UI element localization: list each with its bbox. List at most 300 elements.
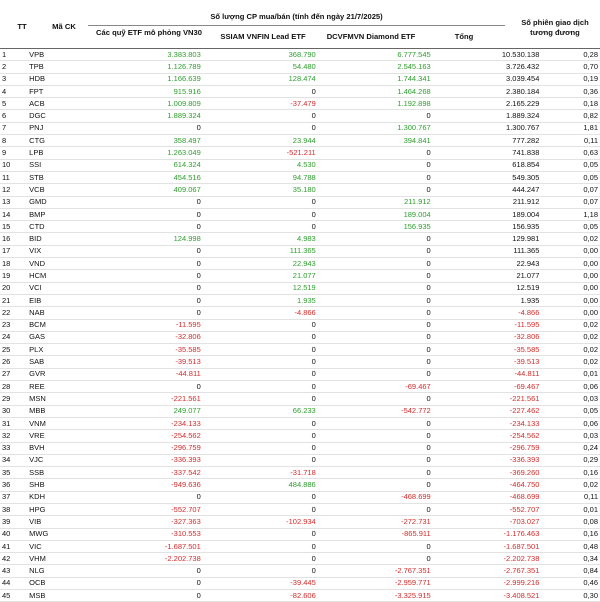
table-row	[0, 245, 600, 257]
cell-diamond-etf: 189.004	[318, 208, 433, 220]
cell-vn30-etf: 0	[78, 245, 202, 257]
row-index: 26	[0, 356, 27, 368]
cell-vnfin-etf: 0	[203, 110, 318, 122]
row-index: 10	[0, 159, 27, 171]
cell-vn30-etf: 454.516	[78, 171, 202, 183]
row-index: 29	[0, 393, 27, 405]
stock-symbol: MSB	[27, 590, 78, 602]
cell-diamond-etf: 0	[318, 233, 433, 245]
cell-total: 2.165.229	[433, 98, 542, 110]
row-index: 4	[0, 85, 27, 97]
cell-total: -35.585	[433, 344, 542, 356]
cell-vnfin-etf: 0	[203, 393, 318, 405]
cell-diamond-etf: 0	[318, 454, 433, 466]
cell-vn30-etf: -234.133	[78, 417, 202, 429]
cell-diamond-etf: -3.325.915	[318, 590, 433, 602]
cell-diamond-etf: 1.464.268	[318, 85, 433, 97]
stock-symbol: KDH	[27, 491, 78, 503]
cell-vn30-etf: 124.998	[78, 233, 202, 245]
row-index: 44	[0, 577, 27, 589]
cell-diamond-etf: 0	[318, 368, 433, 380]
cell-total: 111.365	[433, 245, 542, 257]
cell-vn30-etf: -949.636	[78, 479, 202, 491]
cell-vn30-etf: -39.513	[78, 356, 202, 368]
cell-total: -2.202.738	[433, 553, 542, 565]
cell-vnfin-etf: -82.606	[203, 590, 318, 602]
table-row	[0, 344, 600, 356]
stock-symbol: CTG	[27, 135, 78, 147]
cell-vnfin-etf: 0	[203, 221, 318, 233]
cell-sessions: 0,08	[541, 516, 600, 528]
table-row	[0, 98, 600, 110]
cell-sessions: 0,06	[541, 417, 600, 429]
stock-symbol: MBB	[27, 405, 78, 417]
cell-total: -369.260	[433, 467, 542, 479]
cell-vnfin-etf: 0	[203, 122, 318, 134]
row-index: 25	[0, 344, 27, 356]
cell-sessions: 0,03	[541, 430, 600, 442]
cell-total: -2.767.351	[433, 565, 542, 577]
stock-symbol: DGC	[27, 110, 78, 122]
cell-vn30-etf: -11.595	[78, 319, 202, 331]
cell-diamond-etf: 0	[318, 258, 433, 270]
cell-vnfin-etf: 66.233	[203, 405, 318, 417]
cell-vnfin-etf: 0	[203, 430, 318, 442]
cell-vnfin-etf: 4.983	[203, 233, 318, 245]
cell-diamond-etf: 0	[318, 270, 433, 282]
cell-diamond-etf: 0	[318, 479, 433, 491]
cell-vnfin-etf: 368.790	[203, 49, 318, 61]
row-index: 18	[0, 258, 27, 270]
cell-vnfin-etf: 0	[203, 196, 318, 208]
cell-vn30-etf: -254.562	[78, 430, 202, 442]
cell-sessions: 0,36	[541, 85, 600, 97]
cell-vn30-etf: 0	[78, 381, 202, 393]
stock-symbol: VCB	[27, 184, 78, 196]
cell-diamond-etf: 0	[318, 540, 433, 552]
cell-vn30-etf: 614.324	[78, 159, 202, 171]
cell-sessions: 0,02	[541, 479, 600, 491]
cell-vnfin-etf: 0	[203, 503, 318, 515]
stock-symbol: HCM	[27, 270, 78, 282]
cell-vnfin-etf: 484.886	[203, 479, 318, 491]
table-row	[0, 171, 600, 183]
row-index: 40	[0, 528, 27, 540]
table-row	[0, 61, 600, 73]
cell-sessions: 0,29	[541, 454, 600, 466]
table-row	[0, 381, 600, 393]
cell-vn30-etf: 409.067	[78, 184, 202, 196]
cell-sessions: 0,48	[541, 540, 600, 552]
cell-vn30-etf: 0	[78, 565, 202, 577]
cell-vnfin-etf: 0	[203, 417, 318, 429]
cell-diamond-etf: 0	[318, 159, 433, 171]
row-index: 32	[0, 430, 27, 442]
cell-total: 12.519	[433, 282, 542, 294]
cell-vn30-etf: 0	[78, 208, 202, 220]
table-row	[0, 430, 600, 442]
cell-vnfin-etf: 0	[203, 368, 318, 380]
cell-sessions: 0,00	[541, 245, 600, 257]
header-col-sessions: Số phiên giao dịch tương đương	[521, 18, 589, 37]
cell-sessions: 0,18	[541, 98, 600, 110]
cell-vnfin-etf: 1.935	[203, 294, 318, 306]
cell-sessions: 0,00	[541, 282, 600, 294]
table-row	[0, 516, 600, 528]
cell-sessions: 1,18	[541, 208, 600, 220]
row-index: 31	[0, 417, 27, 429]
cell-vnfin-etf: 0	[203, 381, 318, 393]
cell-total: 211.912	[433, 196, 542, 208]
stock-symbol: CTD	[27, 221, 78, 233]
row-index: 17	[0, 245, 27, 257]
stock-symbol: VHM	[27, 553, 78, 565]
cell-sessions: 0,46	[541, 577, 600, 589]
cell-diamond-etf: 0	[318, 467, 433, 479]
cell-diamond-etf: 0	[318, 147, 433, 159]
cell-total: -234.133	[433, 417, 542, 429]
table-row	[0, 417, 600, 429]
stock-symbol: MWG	[27, 528, 78, 540]
cell-vn30-etf: 0	[78, 122, 202, 134]
table-row	[0, 122, 600, 134]
row-index: 45	[0, 590, 27, 602]
cell-sessions: 0,11	[541, 491, 600, 503]
table-row	[0, 590, 600, 602]
cell-diamond-etf: 0	[318, 110, 433, 122]
cell-sessions: 0,16	[541, 528, 600, 540]
cell-total: 22.943	[433, 258, 542, 270]
cell-sessions: 1,81	[541, 122, 600, 134]
cell-total: -4.866	[433, 307, 542, 319]
row-index: 39	[0, 516, 27, 528]
cell-total: 3.726.432	[433, 61, 542, 73]
table-row	[0, 282, 600, 294]
cell-diamond-etf: 211.912	[318, 196, 433, 208]
cell-vn30-etf: 915.916	[78, 85, 202, 97]
stock-symbol: REE	[27, 381, 78, 393]
table-row	[0, 196, 600, 208]
stock-symbol: VPB	[27, 49, 78, 61]
cell-diamond-etf: 0	[318, 307, 433, 319]
table-row	[0, 110, 600, 122]
row-index: 9	[0, 147, 27, 159]
row-index: 34	[0, 454, 27, 466]
cell-total: -2.999.216	[433, 577, 542, 589]
cell-sessions: 0,02	[541, 233, 600, 245]
cell-total: -468.699	[433, 491, 542, 503]
cell-total: -32.806	[433, 331, 542, 343]
cell-total: -11.595	[433, 319, 542, 331]
cell-sessions: 0,28	[541, 49, 600, 61]
row-index: 2	[0, 61, 27, 73]
row-index: 22	[0, 307, 27, 319]
cell-sessions: 0,00	[541, 270, 600, 282]
cell-total: 3.039.454	[433, 73, 542, 85]
cell-sessions: 0,02	[541, 319, 600, 331]
cell-diamond-etf: -2.959.771	[318, 577, 433, 589]
cell-vnfin-etf: 128.474	[203, 73, 318, 85]
table-row	[0, 147, 600, 159]
table-row	[0, 73, 600, 85]
row-index: 41	[0, 540, 27, 552]
cell-sessions: 0,07	[541, 196, 600, 208]
cell-vn30-etf: 0	[78, 196, 202, 208]
cell-diamond-etf: 0	[318, 184, 433, 196]
cell-total: 189.004	[433, 208, 542, 220]
table-row	[0, 467, 600, 479]
row-index: 5	[0, 98, 27, 110]
cell-sessions: 0,05	[541, 221, 600, 233]
cell-total: 1.889.324	[433, 110, 542, 122]
cell-vn30-etf: -32.806	[78, 331, 202, 343]
cell-vn30-etf: 1.126.789	[78, 61, 202, 73]
cell-sessions: 0,02	[541, 356, 600, 368]
table-row	[0, 405, 600, 417]
cell-vnfin-etf: 0	[203, 540, 318, 552]
row-index: 27	[0, 368, 27, 380]
cell-vnfin-etf: 94.788	[203, 171, 318, 183]
cell-vn30-etf: -296.759	[78, 442, 202, 454]
cell-vn30-etf: -221.561	[78, 393, 202, 405]
table-row	[0, 233, 600, 245]
cell-vn30-etf: 0	[78, 282, 202, 294]
table-header	[0, 0, 600, 48]
stock-symbol: NAB	[27, 307, 78, 319]
cell-vnfin-etf: -37.479	[203, 98, 318, 110]
cell-diamond-etf: 0	[318, 553, 433, 565]
cell-vnfin-etf: -4.866	[203, 307, 318, 319]
stock-symbol: BID	[27, 233, 78, 245]
row-index: 6	[0, 110, 27, 122]
cell-diamond-etf: 0	[318, 417, 433, 429]
cell-vnfin-etf: 22.943	[203, 258, 318, 270]
row-index: 42	[0, 553, 27, 565]
cell-total: -69.467	[433, 381, 542, 393]
cell-sessions: 0,05	[541, 405, 600, 417]
stock-symbol: VIB	[27, 516, 78, 528]
stock-symbol: VJC	[27, 454, 78, 466]
cell-diamond-etf: 0	[318, 393, 433, 405]
cell-sessions: 0,02	[541, 331, 600, 343]
cell-vn30-etf: -337.542	[78, 467, 202, 479]
cell-sessions: 0,07	[541, 184, 600, 196]
cell-vn30-etf: -35.585	[78, 344, 202, 356]
cell-total: 549.305	[433, 171, 542, 183]
stock-symbol: NLG	[27, 565, 78, 577]
table-row	[0, 159, 600, 171]
cell-vnfin-etf: 23.944	[203, 135, 318, 147]
row-index: 23	[0, 319, 27, 331]
cell-total: 618.854	[433, 159, 542, 171]
cell-diamond-etf: 156.935	[318, 221, 433, 233]
cell-vn30-etf: 249.077	[78, 405, 202, 417]
table-row	[0, 553, 600, 565]
table-row	[0, 85, 600, 97]
cell-vnfin-etf: 111.365	[203, 245, 318, 257]
table-row	[0, 368, 600, 380]
table-row	[0, 49, 600, 61]
row-index: 28	[0, 381, 27, 393]
cell-sessions: 0,24	[541, 442, 600, 454]
row-index: 16	[0, 233, 27, 245]
table-row	[0, 479, 600, 491]
table-row	[0, 208, 600, 220]
cell-diamond-etf: 0	[318, 171, 433, 183]
table-row	[0, 319, 600, 331]
cell-diamond-etf: 1.300.767	[318, 122, 433, 134]
table-row	[0, 331, 600, 343]
cell-total: -44.811	[433, 368, 542, 380]
cell-diamond-etf: 394.841	[318, 135, 433, 147]
cell-total: 2.380.184	[433, 85, 542, 97]
cell-vnfin-etf: 35.180	[203, 184, 318, 196]
row-index: 11	[0, 171, 27, 183]
cell-diamond-etf: 0	[318, 331, 433, 343]
row-index: 12	[0, 184, 27, 196]
row-index: 43	[0, 565, 27, 577]
cell-total: 21.077	[433, 270, 542, 282]
cell-sessions: 0,01	[541, 503, 600, 515]
table-row	[0, 258, 600, 270]
cell-diamond-etf: 0	[318, 319, 433, 331]
cell-diamond-etf: 1.744.341	[318, 73, 433, 85]
stock-symbol: BCM	[27, 319, 78, 331]
stock-symbol: EIB	[27, 294, 78, 306]
cell-sessions: 0,30	[541, 590, 600, 602]
cell-sessions: 0,02	[541, 344, 600, 356]
cell-total: -3.408.521	[433, 590, 542, 602]
cell-vn30-etf: 3.383.803	[78, 49, 202, 61]
cell-diamond-etf: 0	[318, 356, 433, 368]
cell-diamond-etf: -542.772	[318, 405, 433, 417]
data-table	[0, 49, 600, 602]
stock-symbol: SSI	[27, 159, 78, 171]
cell-vnfin-etf: 0	[203, 356, 318, 368]
cell-total: -39.513	[433, 356, 542, 368]
stock-symbol: HDB	[27, 73, 78, 85]
cell-vn30-etf: -1.687.501	[78, 540, 202, 552]
cell-sessions: 0,03	[541, 393, 600, 405]
row-index: 24	[0, 331, 27, 343]
header-group-title: Số lượng CP mua/bán (tính đến ngày 21/7/2025)	[210, 12, 383, 21]
cell-sessions: 0,11	[541, 135, 600, 147]
cell-sessions: 0,63	[541, 147, 600, 159]
row-index: 20	[0, 282, 27, 294]
cell-vn30-etf: 0	[78, 258, 202, 270]
row-index: 36	[0, 479, 27, 491]
cell-vn30-etf: 1.009.809	[78, 98, 202, 110]
cell-diamond-etf: -468.699	[318, 491, 433, 503]
cell-vn30-etf: 1.166.639	[78, 73, 202, 85]
cell-sessions: 0,19	[541, 73, 600, 85]
cell-vnfin-etf: 0	[203, 528, 318, 540]
table-row	[0, 442, 600, 454]
cell-vnfin-etf: 54.480	[203, 61, 318, 73]
cell-total: 1.935	[433, 294, 542, 306]
header-group-divider	[88, 25, 505, 26]
cell-total: -703.027	[433, 516, 542, 528]
header-symbol: Mã CK	[52, 22, 76, 31]
row-index: 14	[0, 208, 27, 220]
cell-diamond-etf: 0	[318, 282, 433, 294]
row-index: 33	[0, 442, 27, 454]
cell-vn30-etf: 1.889.324	[78, 110, 202, 122]
cell-vnfin-etf: 0	[203, 491, 318, 503]
row-index: 37	[0, 491, 27, 503]
cell-sessions: 0,16	[541, 467, 600, 479]
cell-sessions: 0,05	[541, 159, 600, 171]
stock-symbol: SHB	[27, 479, 78, 491]
stock-symbol: MSN	[27, 393, 78, 405]
cell-vn30-etf: -2.202.738	[78, 553, 202, 565]
stock-symbol: TPB	[27, 61, 78, 73]
cell-vnfin-etf: -521.211	[203, 147, 318, 159]
cell-vn30-etf: 0	[78, 221, 202, 233]
cell-vn30-etf: -310.553	[78, 528, 202, 540]
cell-total: 1.300.767	[433, 122, 542, 134]
stock-symbol: PNJ	[27, 122, 78, 134]
cell-diamond-etf: -272.731	[318, 516, 433, 528]
cell-vn30-etf: 0	[78, 491, 202, 503]
cell-vn30-etf: 0	[78, 307, 202, 319]
row-index: 15	[0, 221, 27, 233]
header-col-vnfin: SSIAM VNFIN Lead ETF	[220, 32, 306, 41]
table-row	[0, 184, 600, 196]
cell-vn30-etf: 0	[78, 270, 202, 282]
cell-vn30-etf: 0	[78, 590, 202, 602]
cell-diamond-etf: 0	[318, 503, 433, 515]
cell-sessions: 0,00	[541, 258, 600, 270]
stock-symbol: VIX	[27, 245, 78, 257]
stock-symbol: VNM	[27, 417, 78, 429]
cell-diamond-etf: 0	[318, 442, 433, 454]
cell-sessions: 0,82	[541, 110, 600, 122]
row-index: 38	[0, 503, 27, 515]
stock-symbol: SAB	[27, 356, 78, 368]
stock-symbol: VND	[27, 258, 78, 270]
cell-vn30-etf: -327.363	[78, 516, 202, 528]
cell-vn30-etf: 358.497	[78, 135, 202, 147]
stock-symbol: GVR	[27, 368, 78, 380]
cell-sessions: 0,00	[541, 294, 600, 306]
row-index: 3	[0, 73, 27, 85]
row-index: 8	[0, 135, 27, 147]
cell-vn30-etf: -552.707	[78, 503, 202, 515]
stock-symbol: VRE	[27, 430, 78, 442]
cell-diamond-etf: 0	[318, 245, 433, 257]
cell-total: 444.247	[433, 184, 542, 196]
cell-vnfin-etf: 0	[203, 553, 318, 565]
cell-total: 156.935	[433, 221, 542, 233]
cell-sessions: 0,34	[541, 553, 600, 565]
row-index: 7	[0, 122, 27, 134]
stock-symbol: LPB	[27, 147, 78, 159]
cell-vn30-etf: 0	[78, 294, 202, 306]
table-row	[0, 503, 600, 515]
cell-diamond-etf: -69.467	[318, 381, 433, 393]
cell-vnfin-etf: 0	[203, 208, 318, 220]
cell-total: -296.759	[433, 442, 542, 454]
cell-diamond-etf: 2.545.163	[318, 61, 433, 73]
cell-total: -336.393	[433, 454, 542, 466]
table-row	[0, 540, 600, 552]
cell-total: 777.282	[433, 135, 542, 147]
stock-symbol: STB	[27, 171, 78, 183]
cell-total: -221.561	[433, 393, 542, 405]
row-index: 1	[0, 49, 27, 61]
cell-diamond-etf: -2.767.351	[318, 565, 433, 577]
